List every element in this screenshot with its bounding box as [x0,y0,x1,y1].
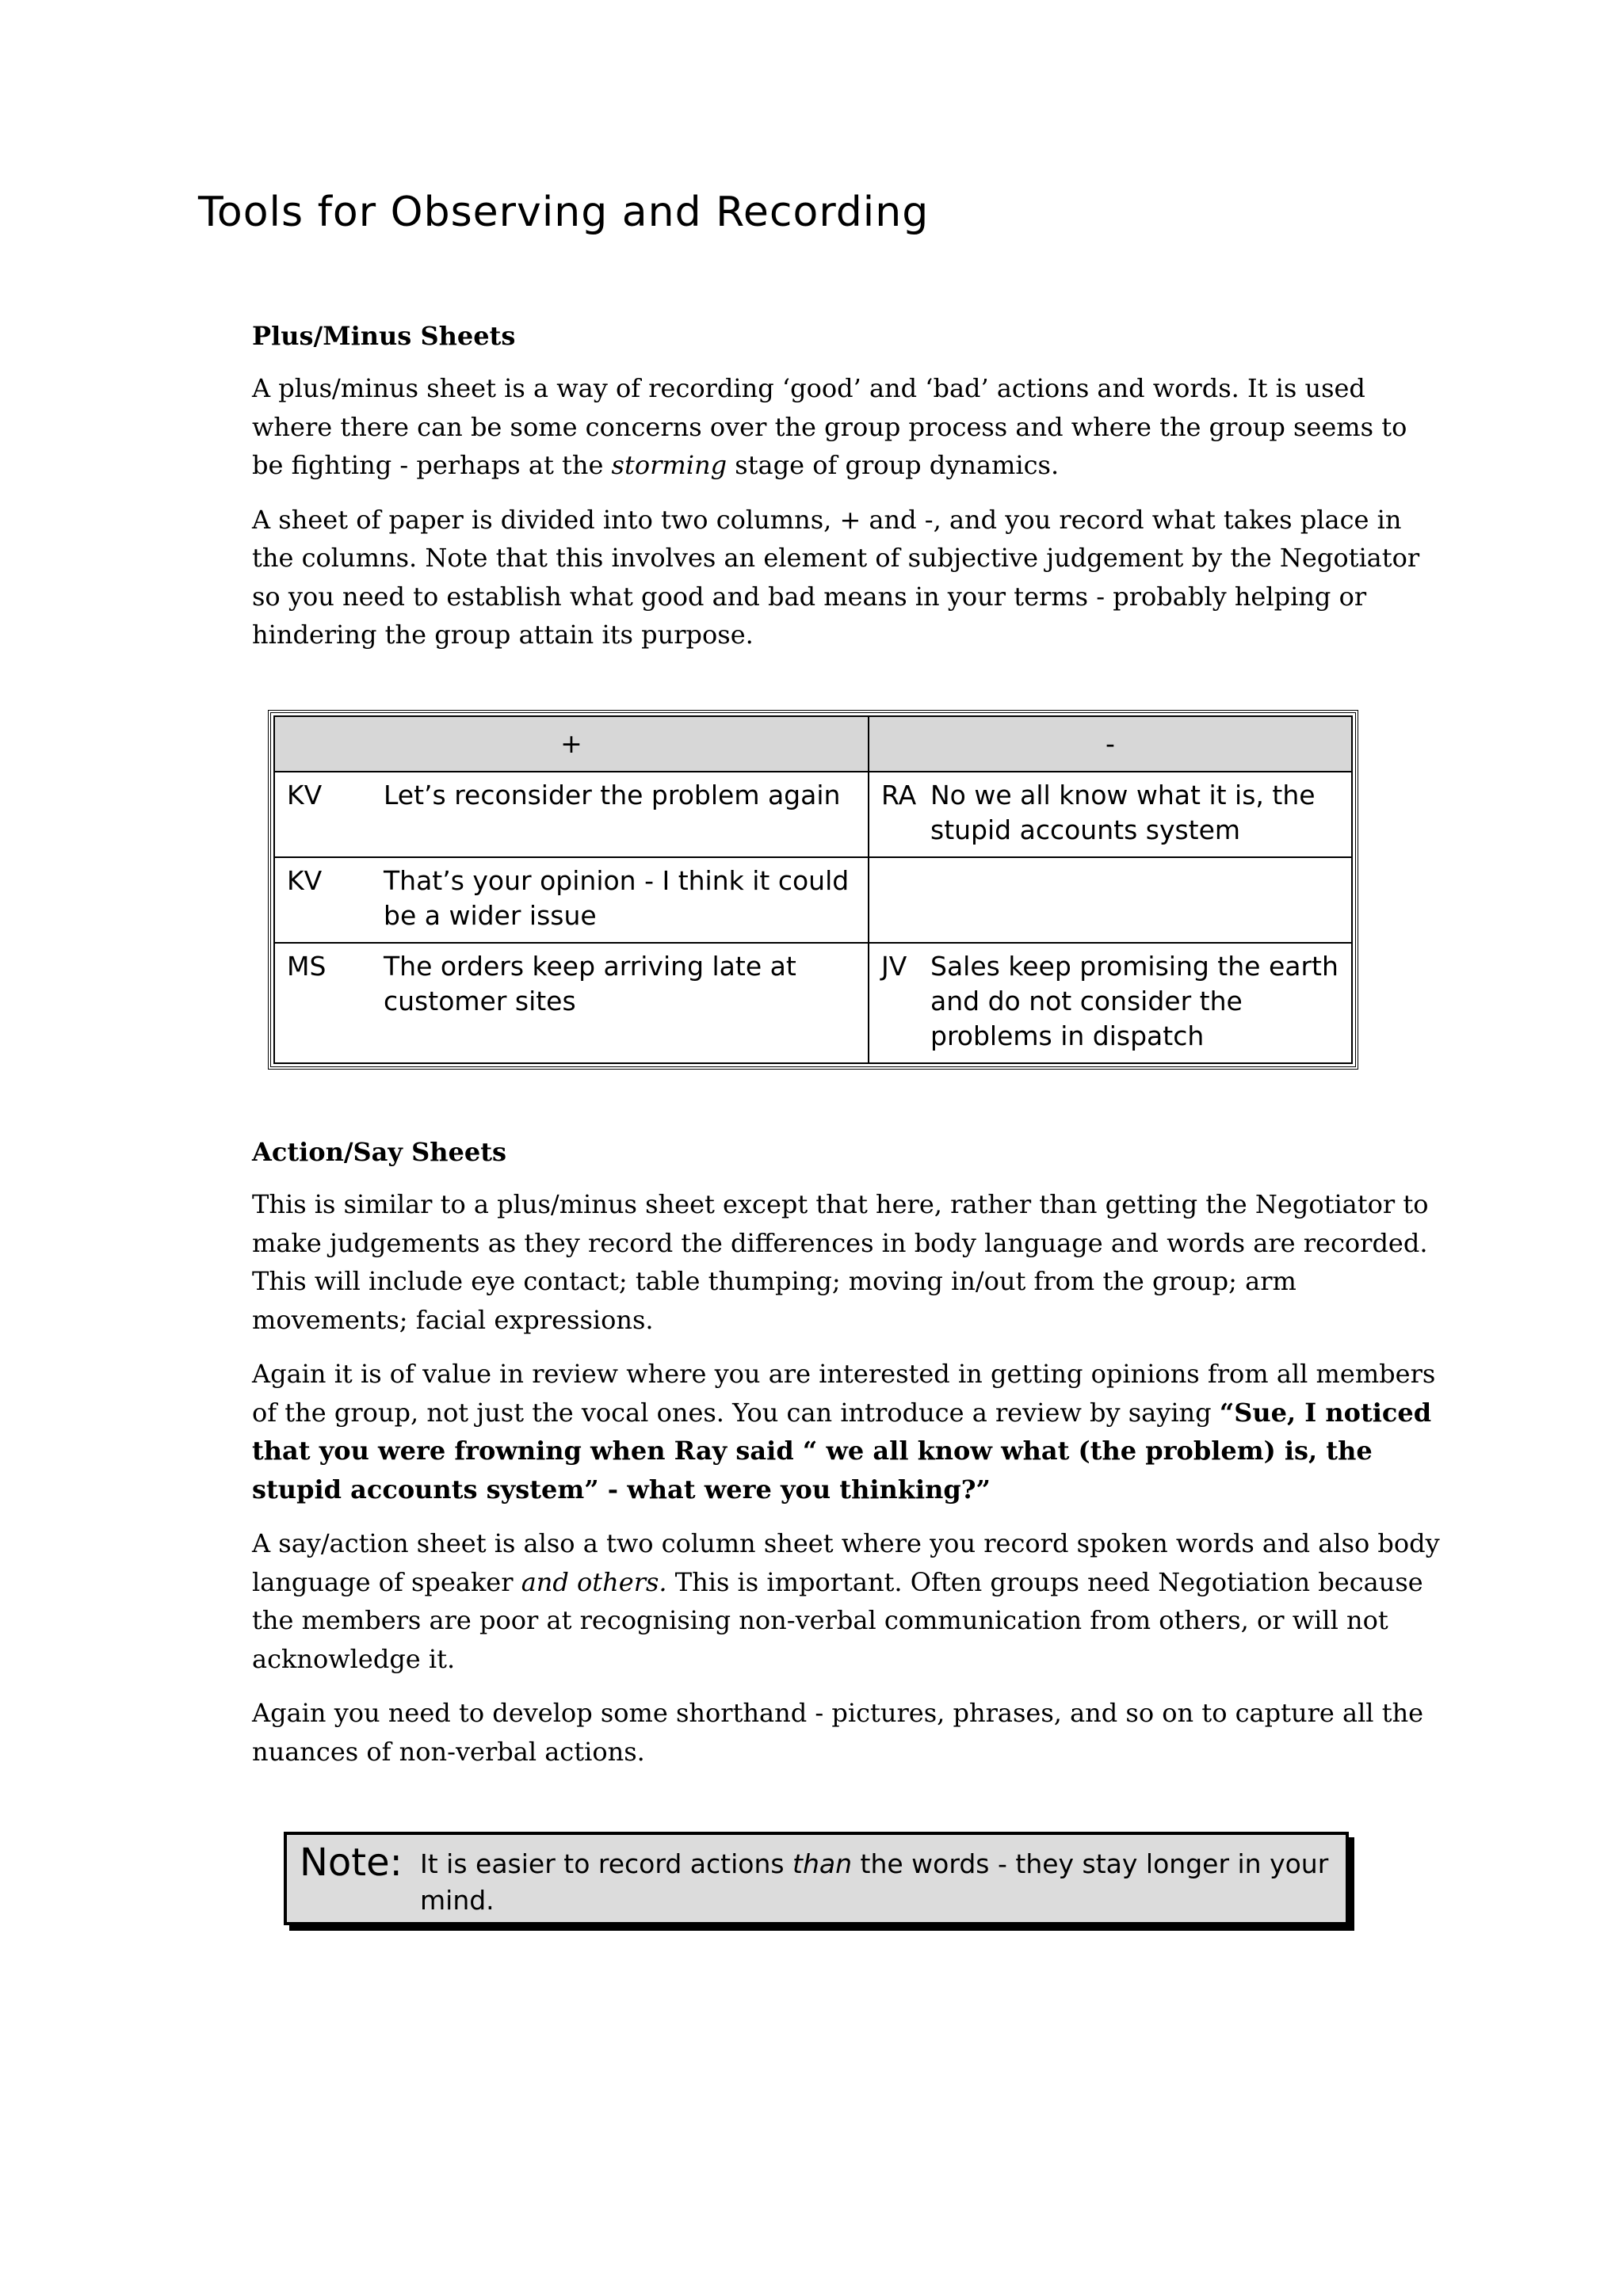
text-run: This is important. Often groups need Negotiation because the members are poor at recognising non-verbal communication from others, or will not acknowledge it. [252,1566,1423,1674]
text-run: A say/action sheet is also a two column sheet where you record spoken words and also body language of speaker [252,1528,1440,1597]
page-title: Tools for Observing and Recording [198,189,930,236]
quote-text: Sales keep promising the earth and do not consider the problems in dispatch [930,951,1338,1051]
plus-minus-table [268,710,1358,1070]
text-run: A plus/minus sheet is a way of recording ‘good’ and ‘bad’ actions and words. It is used where there can be some concerns over the group process and where the group seems to be fighting - perhaps at the [252,373,1407,480]
table-row [274,943,1352,1063]
quote-text: No we all know what it is, the stupid accounts system [930,780,1316,845]
paragraph [252,369,1441,485]
note-label: Note: [300,1840,403,1885]
table-row [274,857,1352,943]
section-heading-action-say: Action/Say Sheets [252,1137,507,1167]
paragraph: This is similar to a plus/minus sheet except that here, rather than getting the Negotiator to make judgements as they record the differences in body language and words are recorded. This will include eye contact; table thumping; moving in/out from the group; arm movements; facial expressions. [252,1189,1429,1335]
quote-text: Let’s reconsider the problem again [384,780,841,810]
column-header-plus: + [274,716,869,772]
quote-text: That’s your opinion - I think it could be a wider issue [384,865,850,931]
paragraph [252,1524,1441,1678]
emphasis-text: and others. [521,1566,667,1597]
speaker-initials: RA [881,780,917,810]
paragraph: A sheet of paper is divided into two columns, + and -, and you record what takes place in the columns. Note that this involves an element of subjective judgement by the Negotiator so you need to establish what good and bad means in your terms - probably helping or hindering the group attain its purpose. [252,504,1420,650]
speaker-initials: KV [287,780,323,810]
speaker-initials: MS [287,951,327,982]
speaker-initials: KV [287,865,323,896]
text-run: stage of group dynamics. [727,450,1060,480]
speaker-initials: JV [881,951,907,982]
emphasis-text: storming [611,450,727,480]
quote-text: The orders keep arriving late at customer sites [384,951,796,1016]
emphasis-text: than [792,1848,853,1879]
note-box [284,1832,1349,1925]
bold-quote: “Sue, I noticed that you were frowning when Ray said “ we all know what (the problem) is, the stupid accounts system” - what were you thinking?” [252,1397,1432,1505]
section-action-say [252,1133,1441,1787]
text-run: Again it is of value in review where you are interested in getting opinions from all members of the group, not just the vocal ones. You can introduce a review by saying [252,1359,1436,1428]
note-text [420,1841,1333,1916]
column-header-minus: - [869,716,1352,772]
paragraph: Again you need to develop some shorthand - pictures, phrases, and so on to capture all the nuances of non-verbal actions. [252,1698,1424,1767]
text-run: It is easier to record actions [420,1848,793,1879]
section-plus-minus [252,317,1441,654]
section-heading-plus-minus: Plus/Minus Sheets [252,321,516,351]
table-row [274,772,1352,857]
paragraph [252,1355,1441,1508]
text-run: the words - they stay longer in your mind. [420,1848,1329,1916]
